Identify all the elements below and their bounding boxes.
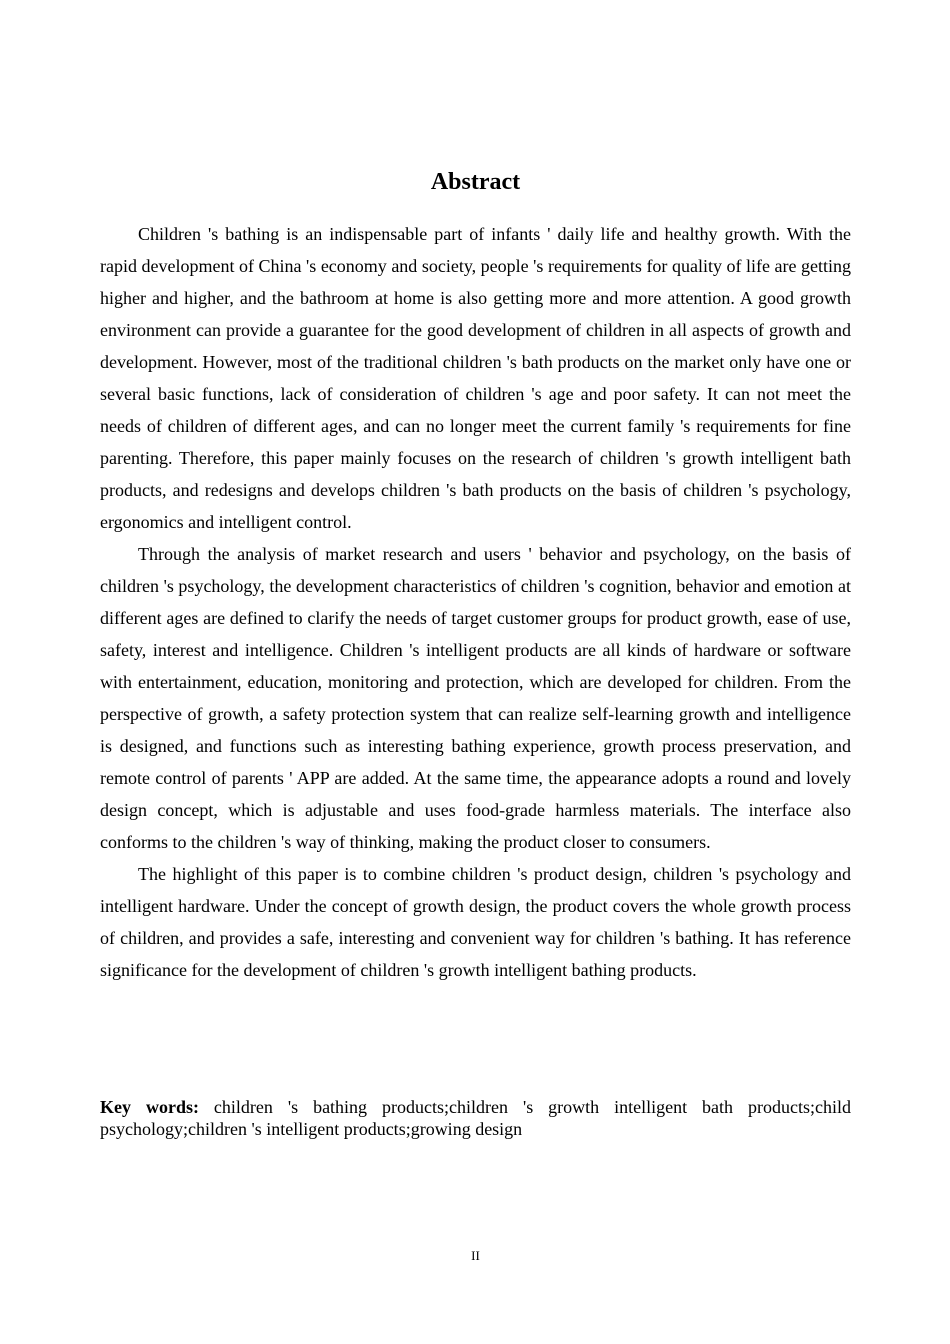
keywords-text: children 's bathing products;children 's growth intelligent bath products;child psychology;children 's intelligent products;growing design — [100, 1097, 851, 1139]
abstract-paragraph-2: Through the analysis of market research and users ' behavior and psychology, on the basis of children 's psychology, the development characteristics of children 's cognition, behavior and emotion at different ages are defined to clarify the needs of target customer groups for product growth, ease of use, safety, interest and intelligence. Children 's intelligent products are all kinds of hardware or software with entertainment, education, monitoring and protection, which are developed for children. From the perspective of growth, a safety protection system that can realize self-learning growth and intelligence is designed, and functions such as interesting bathing experience, growth process preservation, and remote control of parents ' APP are added. At the same time, the appearance adopts a round and lovely design concept, which is adjustable and uses food-grade harmless materials. The interface also conforms to the children 's way of thinking, making the product closer to consumers. — [100, 544, 851, 852]
abstract-paragraph-1: Children 's bathing is an indispensable part of infants ' daily life and healthy growth. With the rapid development of China 's economy and society, people 's requirements for quality of life are getting higher and higher, and the bathroom at home is also getting more and more attention. A good growth environment can provide a guarantee for the good development of children in all aspects of growth and development. However, most of the traditional children 's bath products on the market only have one or several basic functions, lack of consideration of children 's age and poor safety. It can not meet the needs of children of different ages, and can no longer meet the current family 's requirements for fine parenting. Therefore, this paper mainly focuses on the research of children 's growth intelligent bath products, and redesigns and develops children 's bath products on the basis of children 's psychology, ergonomics and intelligent control. — [100, 224, 851, 532]
abstract-paragraph-3: The highlight of this paper is to combine children 's product design, children 's psychology and intelligent hardware. Under the concept of growth design, the product covers the whole growth process of children, and provides a safe, interesting and convenient way for children 's bathing. It has reference significance for the development of children 's growth intelligent bathing products. — [100, 864, 851, 980]
abstract-body — [100, 218, 851, 986]
document-page — [100, 0, 851, 1344]
keywords-block — [100, 1096, 851, 1140]
keywords-label: Key words: — [100, 1097, 199, 1117]
abstract-title: Abstract — [430, 169, 521, 195]
page-number: II — [471, 1248, 480, 1263]
